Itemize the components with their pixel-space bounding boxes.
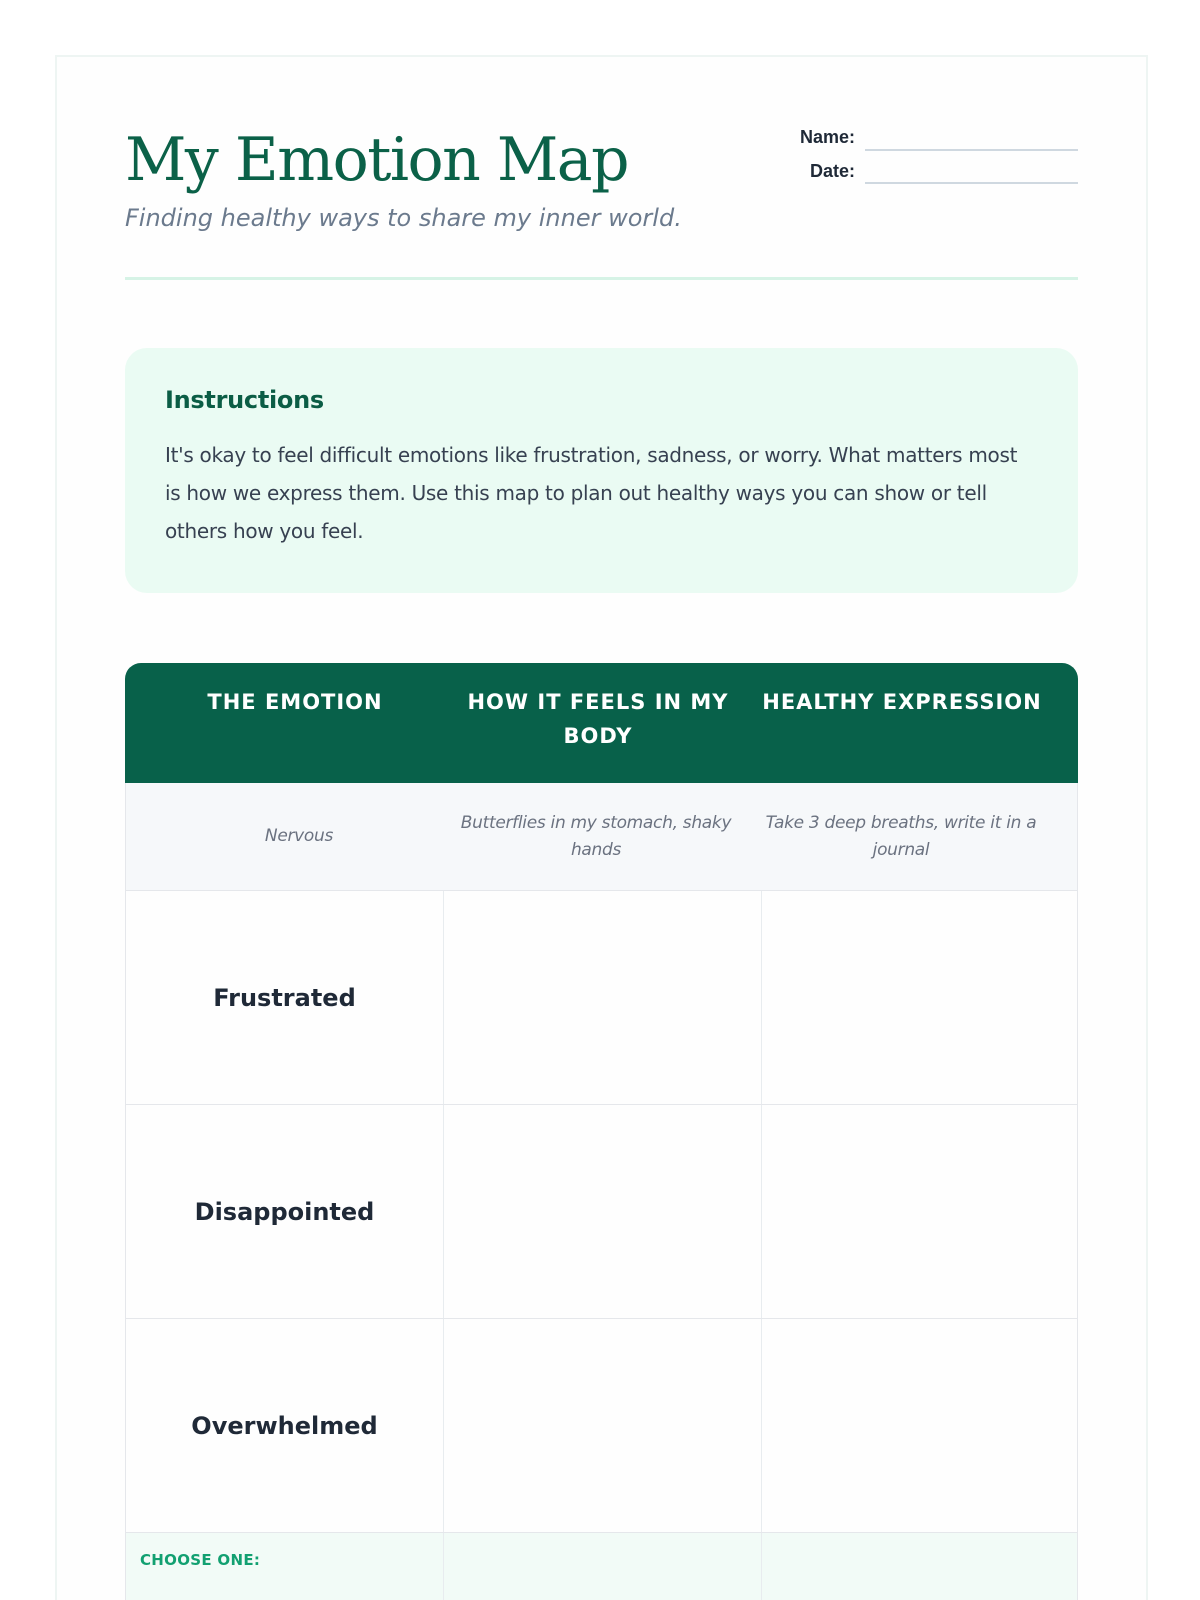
page-title: My Emotion Map [125, 125, 628, 195]
page-subtitle: Finding healthy ways to share my inner world. [125, 204, 682, 232]
cell-divider [443, 1105, 444, 1318]
emotion-label: Frustrated [213, 983, 356, 1012]
column-header-expression: HEALTHY EXPRESSION [762, 690, 1042, 714]
example-row [125, 783, 1078, 891]
example-expression: Take 3 deep breaths, write it in a journal [765, 813, 1037, 860]
column-header-body: HOW IT FEELS IN MY BODY [467, 690, 729, 748]
name-label: Name: [799, 127, 855, 147]
table-header [125, 663, 1078, 783]
cell-divider [761, 1319, 762, 1532]
column-header-emotion: THE EMOTION [207, 690, 383, 714]
date-field[interactable] [865, 182, 1078, 184]
example-emotion: Nervous [264, 826, 334, 846]
cell-divider [443, 1319, 444, 1532]
name-field[interactable] [865, 149, 1078, 151]
cell-divider [443, 1533, 444, 1600]
cell-divider [761, 891, 762, 1104]
cell-divider [761, 1105, 762, 1318]
emotion-label: Overwhelmed [191, 1411, 378, 1440]
header-divider [125, 277, 1078, 280]
emotion-label: Disappointed [194, 1197, 375, 1226]
instructions-heading: Instructions [165, 386, 324, 414]
emotion-table [125, 663, 1078, 1600]
table-row-overwhelmed [125, 1319, 1078, 1533]
instructions-text: It's okay to feel difficult emotions like frustration, sadness, or worry. What matters most is how we express them. Use this map to plan out healthy ways you can show or tell others how you feel. [165, 443, 1018, 543]
cell-divider [761, 1533, 762, 1600]
table-row-disappointed [125, 1105, 1078, 1319]
instructions-box [125, 348, 1078, 593]
example-body: Butterflies in my stomach, shaky hands [460, 813, 732, 860]
table-row-frustrated [125, 891, 1078, 1105]
choose-one-label: CHOOSE ONE: [140, 1551, 261, 1569]
date-label: Date: [809, 161, 855, 181]
table-row-choose [125, 1533, 1078, 1600]
cell-divider [443, 891, 444, 1104]
